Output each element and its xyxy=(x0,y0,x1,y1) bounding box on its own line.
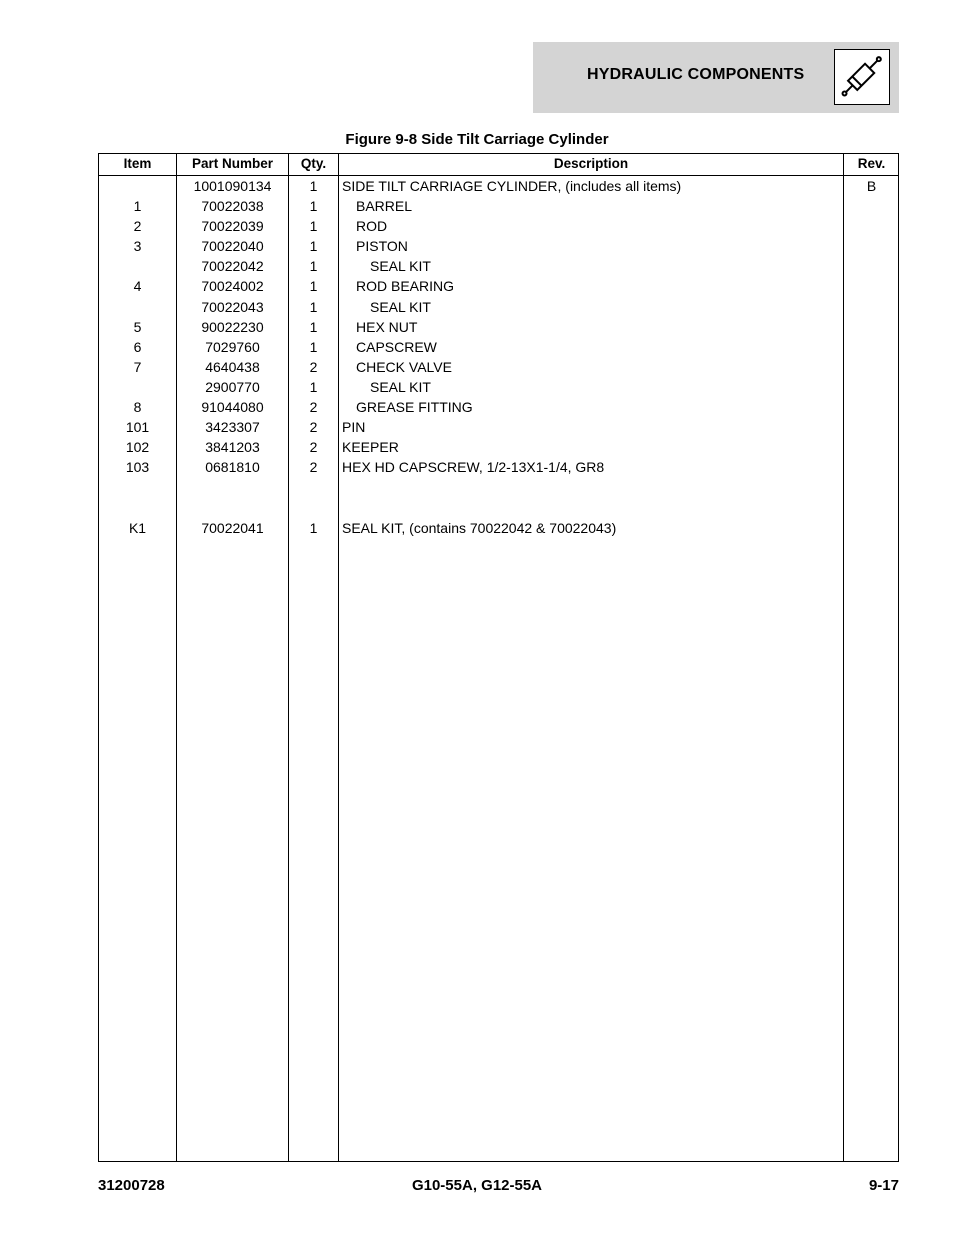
description-cell: GREASE FITTING xyxy=(356,399,473,416)
qty-cell: 1 xyxy=(309,278,318,295)
item-cell: 1 xyxy=(133,198,142,215)
section-header xyxy=(533,42,899,113)
figure-title: Figure 9-8 Side Tilt Carriage Cylinder xyxy=(345,131,609,148)
qty-cell: 1 xyxy=(309,178,318,194)
item-cell: 4 xyxy=(133,278,142,295)
qty-cell: 2 xyxy=(309,358,318,375)
table-row xyxy=(99,196,898,216)
table-row xyxy=(99,357,898,377)
part-number-cell: 70022038 xyxy=(201,198,264,215)
qty-cell: 1 xyxy=(309,198,318,215)
table-row xyxy=(99,417,898,437)
table-row xyxy=(99,377,898,397)
page-number: 9-17 xyxy=(868,1177,899,1194)
description-cell: SEAL KIT xyxy=(370,378,431,395)
part-number-cell: 2900770 xyxy=(205,378,260,395)
parts-table xyxy=(98,153,899,1162)
table-row xyxy=(99,176,898,196)
part-number-cell: 3841203 xyxy=(205,439,260,456)
column-header-part-number: Part Number xyxy=(191,156,274,171)
part-number-cell: 91044080 xyxy=(201,399,264,416)
description-cell: SIDE TILT CARRIAGE CYLINDER, (includes all items) xyxy=(342,178,682,194)
table-row xyxy=(99,256,898,276)
part-number-cell: 70022040 xyxy=(201,238,264,255)
part-number-cell: 70024002 xyxy=(201,278,264,295)
table-row xyxy=(99,337,898,357)
description-cell: KEEPER xyxy=(342,439,399,456)
description-cell: PISTON xyxy=(356,238,408,255)
description-cell: PIN xyxy=(342,419,366,436)
item-cell: 6 xyxy=(133,338,142,355)
description-cell: SEAL KIT xyxy=(370,258,431,275)
table-row xyxy=(99,477,898,497)
description-cell: SEAL KIT, (contains 70022042 & 70022043) xyxy=(342,519,617,536)
item-cell: 103 xyxy=(125,459,150,476)
part-number-cell: 1001090134 xyxy=(193,178,272,194)
description-cell: CHECK VALVE xyxy=(356,358,452,375)
qty-cell: 2 xyxy=(309,419,318,436)
table-row xyxy=(99,216,898,236)
column-header-qty: Qty. xyxy=(300,156,327,171)
item-cell: 8 xyxy=(133,399,142,416)
part-number-cell: 0681810 xyxy=(205,459,260,476)
qty-cell: 1 xyxy=(309,378,318,395)
table-row xyxy=(99,297,898,317)
table-body xyxy=(99,176,898,538)
qty-cell: 1 xyxy=(309,258,318,275)
qty-cell: 1 xyxy=(309,238,318,255)
part-number-cell: 70022039 xyxy=(201,218,264,235)
qty-cell: 1 xyxy=(309,298,318,315)
description-cell: CAPSCREW xyxy=(356,338,437,355)
section-title: HYDRAULIC COMPONENTS xyxy=(587,66,805,83)
column-header-rev: Rev. xyxy=(857,156,886,171)
description-cell: HEX HD CAPSCREW, 1/2-13X1-1/4, GR8 xyxy=(342,459,605,476)
column-header-item: Item xyxy=(123,156,152,171)
description-cell: SEAL KIT xyxy=(370,298,431,315)
part-number-cell: 90022230 xyxy=(201,318,264,335)
description-cell: ROD BEARING xyxy=(356,278,455,295)
description-cell: BARREL xyxy=(356,198,413,215)
qty-cell: 1 xyxy=(309,318,318,335)
table-row xyxy=(99,457,898,477)
item-cell: 5 xyxy=(133,318,142,335)
item-cell: 102 xyxy=(125,439,150,456)
rev-cell: B xyxy=(866,178,877,194)
item-cell: 2 xyxy=(133,218,142,235)
table-row xyxy=(99,276,898,296)
item-cell: 7 xyxy=(133,358,142,375)
part-number-cell: 70022041 xyxy=(201,519,264,536)
qty-cell: 1 xyxy=(309,218,318,235)
table-row xyxy=(99,236,898,256)
qty-cell: 1 xyxy=(309,519,318,536)
qty-cell: 2 xyxy=(309,399,318,416)
part-number-cell: 4640438 xyxy=(205,358,260,375)
table-row xyxy=(99,518,898,538)
table-row xyxy=(99,317,898,337)
table-row xyxy=(99,397,898,417)
description-cell: HEX NUT xyxy=(356,318,418,335)
part-number-cell: 70022043 xyxy=(201,298,264,315)
qty-cell: 2 xyxy=(309,439,318,456)
description-cell: ROD xyxy=(356,218,388,235)
qty-cell: 2 xyxy=(309,459,318,476)
hydraulic-cylinder-icon xyxy=(834,49,890,105)
item-cell: 3 xyxy=(133,238,142,255)
model-numbers: G10-55A, G12-55A xyxy=(411,1177,543,1194)
column-header-description: Description xyxy=(553,156,629,171)
table-row xyxy=(99,498,898,518)
item-cell: K1 xyxy=(128,519,147,536)
item-cell: 101 xyxy=(125,419,150,436)
part-number-cell: 70022042 xyxy=(201,258,264,275)
qty-cell: 1 xyxy=(309,338,318,355)
table-row xyxy=(99,437,898,457)
part-number-cell: 3423307 xyxy=(205,419,260,436)
document-number: 31200728 xyxy=(98,1177,165,1194)
part-number-cell: 7029760 xyxy=(205,338,260,355)
